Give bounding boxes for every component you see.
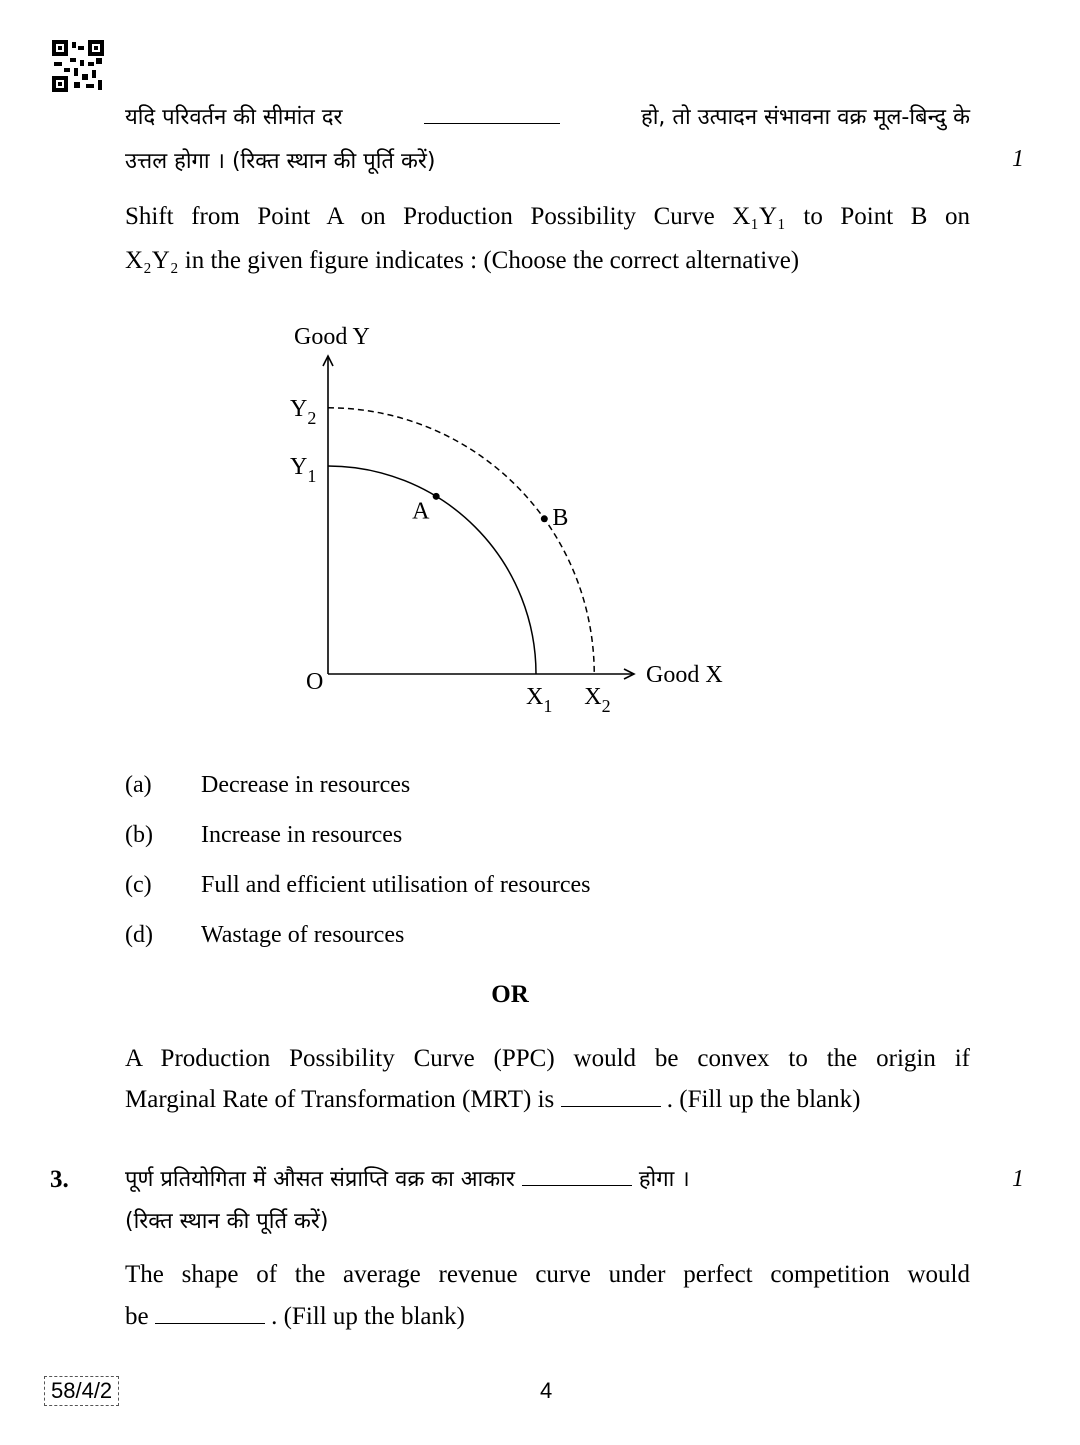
q3-hindi-line1 xyxy=(125,1158,690,1202)
option-a xyxy=(125,760,590,810)
paper-code-box: 58/4/2 xyxy=(44,1376,119,1406)
or-question-text-before-blank: Marginal Rate of Transformation (MRT) is xyxy=(125,1086,555,1113)
q2-english-line2: X₂Y₂ in the given figure indicates : (Choose the correct alternative) xyxy=(125,247,800,274)
options-list xyxy=(125,760,590,960)
q3-hindi-text-after-blank: होगा । xyxy=(638,1167,690,1192)
option-b xyxy=(125,810,590,860)
x-intercept-label-2: $X_2$ xyxy=(584,684,611,716)
option-text: Increase in resources xyxy=(201,821,403,848)
ppc-curve-1 xyxy=(328,466,536,674)
point-label-a: A xyxy=(412,498,430,525)
q3-hindi-line2: (रिक्त स्थान की पूर्ति करें) xyxy=(125,1209,329,1234)
q2-hindi-text-after-blank: हो, तो उत्पादन संभावना वक्र मूल-बिन्दु के xyxy=(641,105,970,130)
q2-hindi-line2: उत्तल होगा । (रिक्त स्थान की पूर्ति करें) xyxy=(125,149,436,174)
q3-english-text-before-blank: be xyxy=(125,1303,149,1330)
q3-english-blank xyxy=(155,1303,265,1324)
or-question-text-after-blank: . (Fill up the blank) xyxy=(666,1086,861,1113)
x-axis-label: Good X xyxy=(646,662,723,688)
qr-code-icon xyxy=(52,40,104,92)
point-a xyxy=(433,493,440,500)
point-label-b: B xyxy=(552,504,569,531)
option-letter: (a) xyxy=(125,771,152,798)
q2-hindi-line1 xyxy=(125,96,970,140)
option-text: Full and efficient utilisation of resources xyxy=(201,871,591,898)
option-letter: (c) xyxy=(125,871,152,898)
q3-marks: 1 xyxy=(1012,1166,1024,1192)
option-d xyxy=(125,910,590,960)
q3-english-line1: The shape of the average revenue curve under perfect competition would xyxy=(125,1261,970,1288)
x-intercept-label-1: $X_1$ xyxy=(526,684,553,716)
option-letter: (d) xyxy=(125,921,153,948)
q3-number: 3. xyxy=(50,1166,69,1193)
q3-hindi-blank xyxy=(522,1165,632,1186)
ppc-curve-2 xyxy=(328,408,594,674)
or-question-blank xyxy=(561,1086,661,1107)
q2-english-line1: Shift from Point A on Production Possibility Curve X₁Y₁ to Point B on xyxy=(125,203,970,230)
y-intercept-label-2: $Y_2$ xyxy=(290,395,317,428)
origin-label: O xyxy=(306,669,324,695)
q3-english-text-after-blank: . (Fill up the blank) xyxy=(271,1303,465,1330)
option-letter: (b) xyxy=(125,821,153,848)
q2-hindi-text-before-blank: यदि परिवर्तन की सीमांत दर xyxy=(125,105,343,130)
q2-hindi-blank xyxy=(424,103,560,124)
option-c xyxy=(125,860,590,910)
option-text: Decrease in resources xyxy=(201,771,411,798)
y-axis-label: Good Y xyxy=(294,324,370,350)
q3-hindi-text-before-blank: पूर्ण प्रतियोगिता में औसत संप्राप्ति वक्र का आकार xyxy=(125,1167,515,1192)
or-heading: OR xyxy=(491,981,529,1008)
point-b xyxy=(541,515,548,522)
q2-marks: 1 xyxy=(1012,146,1024,172)
q3-english-line2 xyxy=(125,1295,465,1339)
y-intercept-label-1: $Y_1$ xyxy=(290,454,317,486)
ppc-figure xyxy=(270,318,750,718)
or-question-line2 xyxy=(125,1078,860,1122)
page-number: 4 xyxy=(540,1378,553,1403)
or-question-line1: A Production Possibility Curve (PPC) would be convex to the origin if xyxy=(125,1045,970,1072)
option-text: Wastage of resources xyxy=(201,921,405,948)
